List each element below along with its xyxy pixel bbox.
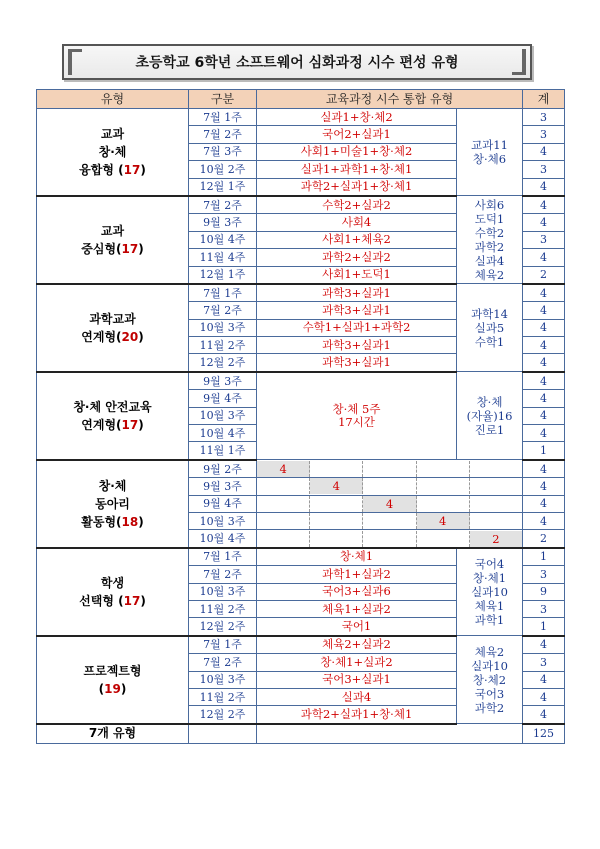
week-cell: 7월 3주 (189, 143, 257, 160)
content-cell: 수학1+실과1+과학2 (257, 319, 457, 336)
group-hours: 18 (121, 514, 139, 529)
row-total: 4 (523, 478, 565, 495)
content-cell: 사회1+체육2 (257, 231, 457, 248)
table-row (37, 196, 565, 214)
week-cell: 7월 2주 (189, 196, 257, 214)
table-row (37, 284, 565, 302)
content-cell: 과학1+실과2 (257, 566, 457, 583)
row-total: 4 (523, 495, 565, 512)
row-total: 4 (523, 196, 565, 214)
week-cell: 10월 4주 (189, 530, 257, 548)
content-cell: 국어1 (257, 618, 457, 636)
group-name: 창·체 동아리 활동형(18) (37, 460, 189, 548)
summary-cell: 사회6 도덕1 수학2 과학2 실과4 체육2 (457, 196, 523, 284)
row-total: 3 (523, 161, 565, 178)
content-cell: 과학3+실과1 (257, 284, 457, 302)
group-name: 교과 중심형(17) (37, 196, 189, 284)
week-cell: 11월 1주 (189, 442, 257, 460)
grid-slot (257, 513, 310, 529)
row-total: 4 (523, 249, 565, 266)
week-cell: 10월 3주 (189, 583, 257, 600)
content-cell: 국어3+실과6 (257, 583, 457, 600)
grid-slot (470, 496, 522, 512)
row-total: 1 (523, 618, 565, 636)
schedule-grid-cell (257, 460, 523, 478)
week-cell: 10월 3주 (189, 512, 257, 529)
summary-cell: 과학14 실과5 수학1 (457, 284, 523, 372)
footer-row (37, 724, 565, 744)
curriculum-table (36, 89, 565, 744)
row-total: 4 (523, 425, 565, 442)
row-total: 4 (523, 390, 565, 407)
week-cell: 9월 4주 (189, 390, 257, 407)
schedule-grid-cell (257, 530, 523, 548)
week-cell: 12월 2주 (189, 618, 257, 636)
week-cell: 10월 2주 (189, 161, 257, 178)
table-row (37, 548, 565, 566)
group-hours: 20 (121, 329, 139, 344)
schedule-grid (257, 461, 522, 477)
row-total: 4 (523, 636, 565, 654)
page-title: 초등학교 6학년 소프트웨어 심화과정 시수 편성 유형 (135, 55, 459, 71)
row-total: 4 (523, 284, 565, 302)
grid-slot (310, 531, 363, 547)
content-cell: 과학2+실과1+창·체1 (257, 178, 457, 196)
schedule-grid-cell (257, 495, 523, 512)
row-total: 2 (523, 266, 565, 284)
content-cell: 실과1+창·체2 (257, 109, 457, 126)
grid-slot (363, 461, 416, 477)
grid-slot (257, 478, 310, 494)
footer-label: 7개 유형 (37, 724, 189, 744)
table-row (37, 109, 565, 126)
week-cell: 7월 2주 (189, 302, 257, 319)
row-total: 4 (523, 407, 565, 424)
grid-slot (310, 496, 363, 512)
grid-slot (257, 531, 310, 547)
grid-slot: 4 (257, 461, 310, 477)
row-total: 2 (523, 530, 565, 548)
header-type: 유형 (37, 90, 189, 109)
row-total: 1 (523, 442, 565, 460)
footer-total: 125 (523, 724, 565, 744)
week-cell: 9월 2주 (189, 460, 257, 478)
row-total: 1 (523, 548, 565, 566)
week-cell: 7월 1주 (189, 548, 257, 566)
header-total: 계 (523, 90, 565, 109)
group-name: 학생 선택형 (17) (37, 548, 189, 636)
row-total: 4 (523, 706, 565, 724)
grid-slot (470, 461, 522, 477)
week-cell: 9월 3주 (189, 214, 257, 231)
week-cell: 10월 3주 (189, 407, 257, 424)
header-period: 구분 (189, 90, 257, 109)
row-total: 4 (523, 460, 565, 478)
week-cell: 12월 2주 (189, 354, 257, 372)
row-total: 4 (523, 302, 565, 319)
grid-slot (470, 478, 522, 494)
schedule-grid-cell (257, 512, 523, 529)
week-cell: 11월 2주 (189, 337, 257, 354)
title-box (62, 44, 532, 80)
content-cell: 체육1+실과2 (257, 600, 457, 617)
grid-slot (257, 496, 310, 512)
week-cell: 12월 1주 (189, 266, 257, 284)
group-hours: 17 (121, 417, 139, 432)
content-cell: 과학3+실과1 (257, 337, 457, 354)
summary-cell: 체육2 실과10 창·체2 국어3 과학2 (457, 636, 523, 724)
content-cell: 실과4 (257, 688, 457, 705)
row-total: 4 (523, 214, 565, 231)
row-total: 4 (523, 688, 565, 705)
week-cell: 7월 2주 (189, 566, 257, 583)
footer-blank-2 (257, 724, 523, 744)
group-hours: 17 (123, 593, 141, 608)
content-cell: 창·체1+실과2 (257, 654, 457, 671)
content-cell: 국어3+실과1 (257, 671, 457, 688)
row-total: 4 (523, 671, 565, 688)
row-total: 3 (523, 126, 565, 143)
row-total: 3 (523, 566, 565, 583)
table-row (37, 636, 565, 654)
row-total: 3 (523, 654, 565, 671)
grid-slot (417, 496, 470, 512)
week-cell: 9월 3주 (189, 372, 257, 390)
title-corner-right (512, 49, 526, 75)
grid-slot (310, 461, 363, 477)
week-cell: 10월 4주 (189, 231, 257, 248)
content-cell: 수학2+실과2 (257, 196, 457, 214)
week-cell: 9월 3주 (189, 478, 257, 495)
week-cell: 10월 3주 (189, 671, 257, 688)
grid-slot (470, 513, 522, 529)
week-cell: 7월 1주 (189, 109, 257, 126)
row-total: 4 (523, 319, 565, 336)
week-cell: 7월 2주 (189, 126, 257, 143)
table-row (37, 460, 565, 478)
week-cell: 7월 1주 (189, 636, 257, 654)
grid-slot (363, 531, 416, 547)
group-name: 과학교과 연계형(20) (37, 284, 189, 372)
week-cell: 7월 1주 (189, 284, 257, 302)
grid-slot: 4 (417, 513, 470, 529)
content-cell: 과학2+실과2 (257, 249, 457, 266)
header-row (37, 90, 565, 109)
grid-slot (417, 461, 470, 477)
grid-slot: 4 (363, 496, 416, 512)
footer-blank-1 (189, 724, 257, 744)
content-cell: 체육2+실과2 (257, 636, 457, 654)
grid-slot: 4 (310, 478, 363, 494)
content-cell: 사회1+미술1+창·체2 (257, 143, 457, 160)
group-hours: 17 (121, 241, 139, 256)
schedule-grid (257, 531, 522, 547)
row-total: 4 (523, 178, 565, 196)
summary-cell: 교과11 창·체6 (457, 109, 523, 196)
summary-cell: 창·체 (자율)16 진로1 (457, 372, 523, 460)
row-total: 4 (523, 337, 565, 354)
table-row (37, 372, 565, 390)
content-cell: 창·체1 (257, 548, 457, 566)
content-cell: 과학2+실과1+창·체1 (257, 706, 457, 724)
week-cell: 10월 4주 (189, 425, 257, 442)
row-total: 3 (523, 600, 565, 617)
row-total: 3 (523, 109, 565, 126)
title-corner-left (68, 49, 82, 75)
week-cell: 11월 4주 (189, 249, 257, 266)
schedule-grid (257, 478, 522, 494)
header-integration: 교육과정 시수 통합 유형 (257, 90, 523, 109)
table-body (37, 109, 565, 724)
content-cell: 과학3+실과1 (257, 354, 457, 372)
summary-cell: 국어4 창·체1 실과10 체육1 과학1 (457, 548, 523, 636)
grid-slot: 2 (470, 531, 522, 547)
group-name: 창·체 안전교육 연계형(17) (37, 372, 189, 460)
week-cell: 10월 3주 (189, 319, 257, 336)
grid-slot (417, 531, 470, 547)
group-hours: 17 (123, 162, 141, 177)
content-cell: 실과1+과학1+창·체1 (257, 161, 457, 178)
schedule-grid (257, 496, 522, 512)
row-total: 9 (523, 583, 565, 600)
week-cell: 11월 2주 (189, 600, 257, 617)
row-total: 4 (523, 512, 565, 529)
grid-slot (417, 478, 470, 494)
week-cell: 12월 1주 (189, 178, 257, 196)
row-total: 4 (523, 143, 565, 160)
schedule-grid (257, 513, 522, 529)
row-total: 4 (523, 372, 565, 390)
content-cell: 사회1+도덕1 (257, 266, 457, 284)
row-total: 4 (523, 354, 565, 372)
week-cell: 12월 2주 (189, 706, 257, 724)
week-cell: 9월 4주 (189, 495, 257, 512)
row-total: 3 (523, 231, 565, 248)
schedule-grid-cell (257, 478, 523, 495)
grid-slot (363, 478, 416, 494)
group-hours: 19 (104, 681, 121, 696)
week-cell: 11월 2주 (189, 688, 257, 705)
group-name: 프로젝트형 (19) (37, 636, 189, 724)
merged-content-cell: 창·체 5주 17시간 (257, 372, 457, 460)
group-name: 교과 창·체 융합형 (17) (37, 109, 189, 196)
content-cell: 과학3+실과1 (257, 302, 457, 319)
grid-slot (363, 513, 416, 529)
content-cell: 사회4 (257, 214, 457, 231)
week-cell: 7월 2주 (189, 654, 257, 671)
content-cell: 국어2+실과1 (257, 126, 457, 143)
grid-slot (310, 513, 363, 529)
